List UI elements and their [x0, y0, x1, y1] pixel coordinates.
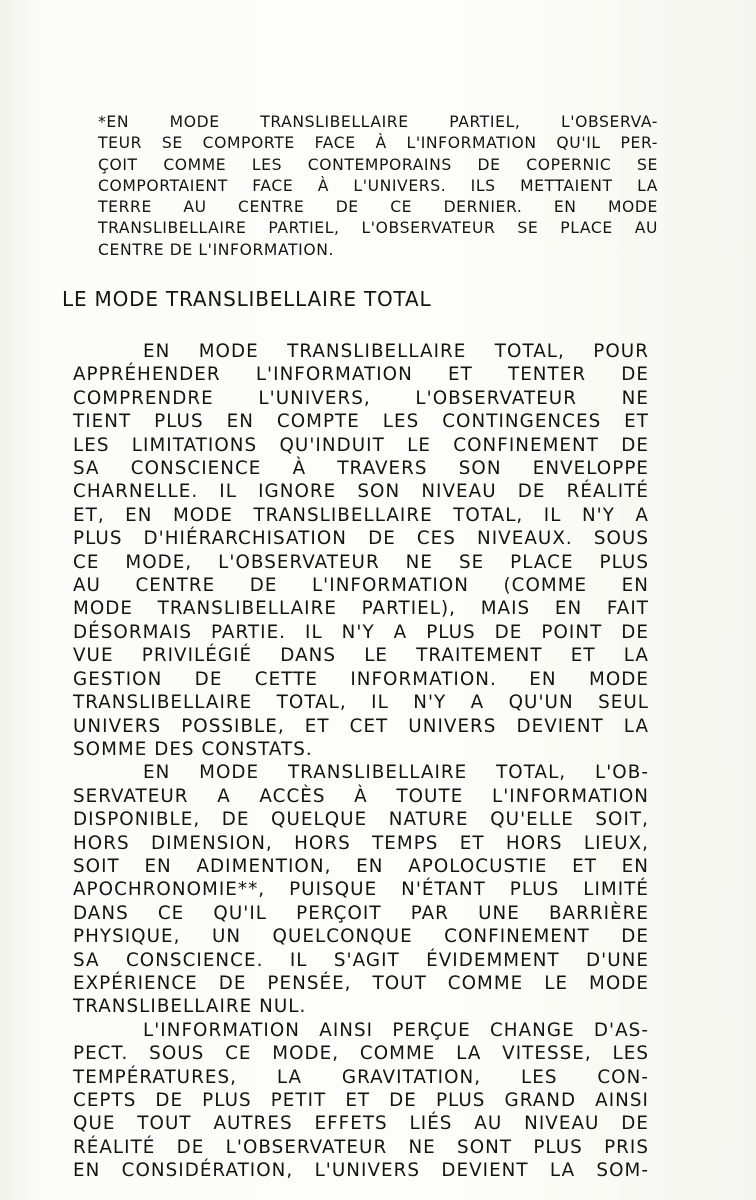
paragraph-line: AU CENTRE DE L'INFORMATION (COMME EN — [73, 575, 649, 597]
paragraph-line: PECT. SOUS CE MODE, COMME LA VITESSE, LES — [73, 1043, 649, 1065]
paragraph-line: TEMPÉRATURES, LA GRAVITATION, LES CON- — [73, 1066, 649, 1088]
paragraph-line: ET, EN MODE TRANSLIBELLAIRE TOTAL, IL N'Y A — [73, 504, 649, 526]
paragraph-line: SOMME DES CONSTATS. — [73, 738, 313, 760]
paragraph-line: EN MODE TRANSLIBELLAIRE TOTAL, L'OB- — [143, 762, 649, 784]
paragraph-line: TRANSLIBELLAIRE TOTAL, IL N'Y A QU'UN SEUL — [73, 692, 649, 714]
paragraph-line: RÉALITÉ DE L'OBSERVATEUR NE SONT PLUS PRIS — [73, 1136, 649, 1158]
paragraph-line: EN CONSIDÉRATION, L'UNIVERS DEVIENT LA SOM- — [73, 1160, 649, 1182]
paragraph-line: APPRÉHENDER L'INFORMATION ET TENTER DE — [73, 364, 649, 386]
paragraph-line: DANS CE QU'IL PERÇOIT PAR UNE BARRIÈRE — [73, 902, 649, 924]
footnote-line: TERRE AU CENTRE DE CE DERNIER. EN MODE — [98, 198, 658, 217]
paragraph-line: VUE PRIVILÉGIÉ DANS LE TRAITEMENT ET LA — [73, 645, 649, 667]
body-text — [73, 340, 649, 1183]
paragraph-line: CE MODE, L'OBSERVATEUR NE SE PLACE PLUS — [73, 551, 649, 573]
footnote-line: COMPORTAIENT FACE À L'UNIVERS. ILS METTAIENT LA — [98, 176, 658, 195]
paragraph-line: HORS DIMENSION, HORS TEMPS ET HORS LIEUX, — [73, 832, 649, 854]
paragraph-line: DÉSORMAIS PARTIE. IL N'Y A PLUS DE POINT DE — [73, 621, 649, 643]
section-title: LE MODE TRANSLIBELLAIRE TOTAL — [62, 287, 432, 311]
footnote-line: CENTRE DE L'INFORMATION. — [98, 240, 335, 259]
paragraph-line: APOCHRONOMIE**, PUISQUE N'ÉTANT PLUS LIMITÉ — [73, 879, 649, 901]
paragraph-line: GESTION DE CETTE INFORMATION. EN MODE — [73, 668, 649, 690]
paragraph-line: EXPÉRIENCE DE PENSÉE, TOUT COMME LE MODE — [73, 972, 649, 994]
paragraph-line: CEPTS DE PLUS PETIT ET DE PLUS GRAND AINSI — [73, 1090, 649, 1111]
paragraph-line: CHARNELLE. IL IGNORE SON NIVEAU DE RÉALITÉ — [73, 481, 649, 503]
paragraph-line: COMPRENDRE L'UNIVERS, L'OBSERVATEUR NE — [73, 387, 649, 409]
paragraph-line: SA CONSCIENCE À TRAVERS SON ENVELOPPE — [73, 458, 649, 480]
paragraph-line: EN MODE TRANSLIBELLAIRE TOTAL, POUR — [143, 341, 649, 362]
footnote-line: TRANSLIBELLAIRE PARTIEL, L'OBSERVATEUR SE PLACE AU — [98, 219, 658, 238]
paragraph-line: PLUS D'HIÉRARCHISATION DE CES NIVEAUX. SOUS — [73, 528, 649, 550]
paragraph-line: MODE TRANSLIBELLAIRE PARTIEL), MAIS EN FAIT — [73, 598, 649, 620]
paragraph-line: QUE TOUT AUTRES EFFETS LIÉS AU NIVEAU DE — [73, 1113, 649, 1135]
paragraph-line: TIENT PLUS EN COMPTE LES CONTINGENCES ET — [73, 411, 649, 433]
paragraph-line: SA CONSCIENCE. IL S'AGIT ÉVIDEMMENT D'UNE — [73, 949, 649, 971]
footnote — [98, 112, 658, 261]
paragraph-line: LES LIMITATIONS QU'INDUIT LE CONFINEMENT DE — [73, 434, 649, 456]
footnote-line: TEUR SE COMPORTE FACE À L'INFORMATION QU'IL PER- — [98, 134, 658, 153]
paragraph-line: L'INFORMATION AINSI PERÇUE CHANGE D'AS- — [143, 1019, 649, 1041]
paragraph-line: SOIT EN ADIMENTION, EN APOLOCUSTIE ET EN — [73, 855, 649, 877]
footnote-line: ÇOIT COMME LES CONTEMPORAINS DE COPERNIC SE — [98, 155, 658, 174]
paragraph-line: DISPONIBLE, DE QUELQUE NATURE QU'ELLE SOIT, — [73, 809, 649, 831]
paragraph-line: TRANSLIBELLAIRE NUL. — [73, 996, 307, 1018]
paragraph-line: PHYSIQUE, UN QUELCONQUE CONFINEMENT DE — [73, 926, 649, 948]
footnote-line: *EN MODE TRANSLIBELLAIRE PARTIEL, L'OBSERVA- — [98, 113, 658, 131]
paragraph-line: SERVATEUR A ACCÈS À TOUTE L'INFORMATION — [73, 785, 649, 807]
paragraph-line: UNIVERS POSSIBLE, ET CET UNIVERS DEVIENT LA — [73, 715, 649, 737]
